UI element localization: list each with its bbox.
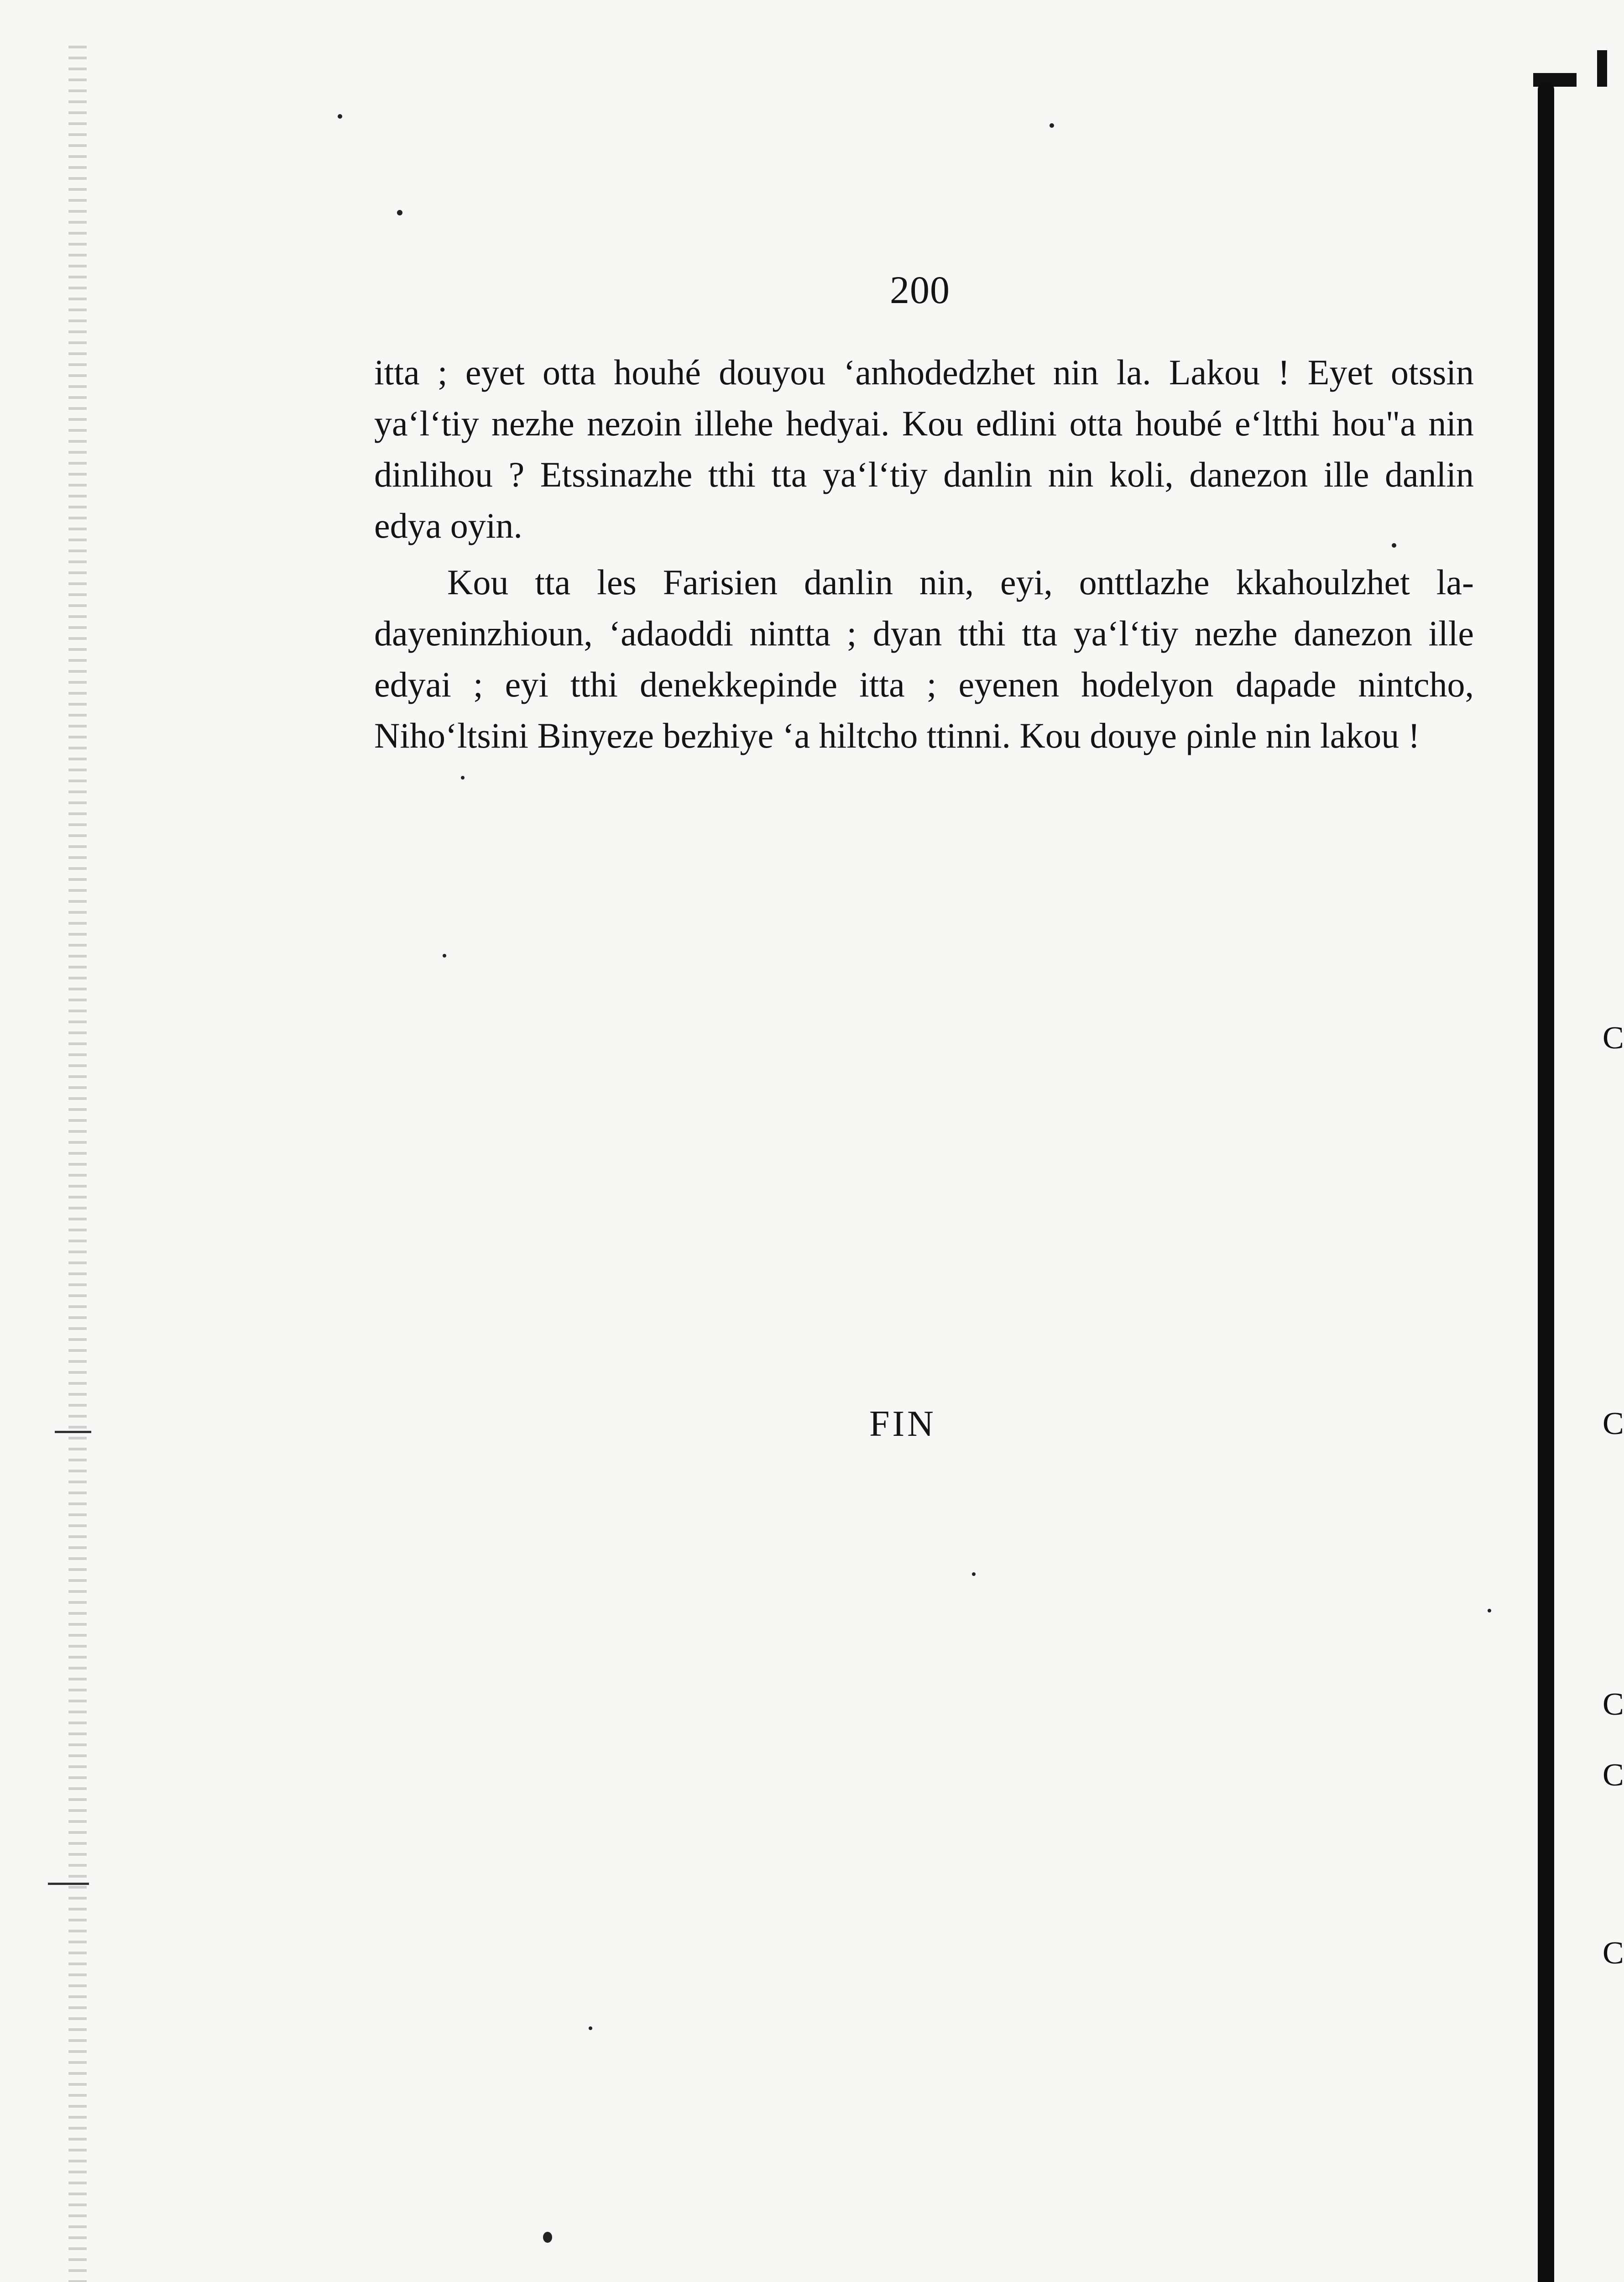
ink-speck xyxy=(972,1572,976,1576)
ink-speck xyxy=(461,776,465,780)
page-number: 200 xyxy=(890,268,950,312)
margin-letter: C xyxy=(1603,1687,1624,1722)
margin-letter: C xyxy=(1603,1936,1624,1971)
closing-word: FIN xyxy=(869,1404,936,1444)
margin-letter: C xyxy=(1603,1758,1624,1793)
margin-tick xyxy=(55,1431,91,1433)
margin-letter: C xyxy=(1603,1021,1624,1056)
paragraph: itta ; eyet otta houhé douyou ‘anhodedzhet nin la. Lakou ! Eyet otssin ya‘l‘tiy nezhe nezoin illehe hedyai. Kou edlini otta houbé e‘ltthi hou"a nin dinlihou ? Etssinazhe tthi tta ya‘l‘tiy danlin nin koli, danezon ille danlin edya oyin. xyxy=(374,352,1474,545)
ink-speck xyxy=(589,2026,592,2030)
margin-tick xyxy=(48,1883,89,1885)
ink-speck xyxy=(1488,1609,1491,1612)
paragraph: Kou tta les Farisien danlin nin, eyi, onttlazhe kkahoulzhet la-dayeninzhioun, ‘adaoddi nintta ; dyan tthi tta ya‘l‘tiy nezhe danezon ille edyai ; eyi tthi denekkeρinde itta ; eyenen hodelyon daρade nintcho, Niho‘ltsini Binyeze bezhiye ‘a hiltcho ttinni. Kou douye ρinle nin lakou ! xyxy=(374,562,1474,755)
right-margin-rule xyxy=(1538,82,1554,2282)
body-text xyxy=(374,347,1474,761)
ink-speck xyxy=(397,210,402,215)
ink-speck xyxy=(338,114,342,119)
ink-speck xyxy=(543,2232,552,2243)
binding-edge xyxy=(68,46,87,2282)
ink-speck xyxy=(443,954,446,958)
ink-speck xyxy=(1050,123,1054,128)
margin-letter: C xyxy=(1603,1406,1624,1441)
right-edge-mark xyxy=(1597,50,1607,87)
ink-speck xyxy=(1392,543,1396,548)
